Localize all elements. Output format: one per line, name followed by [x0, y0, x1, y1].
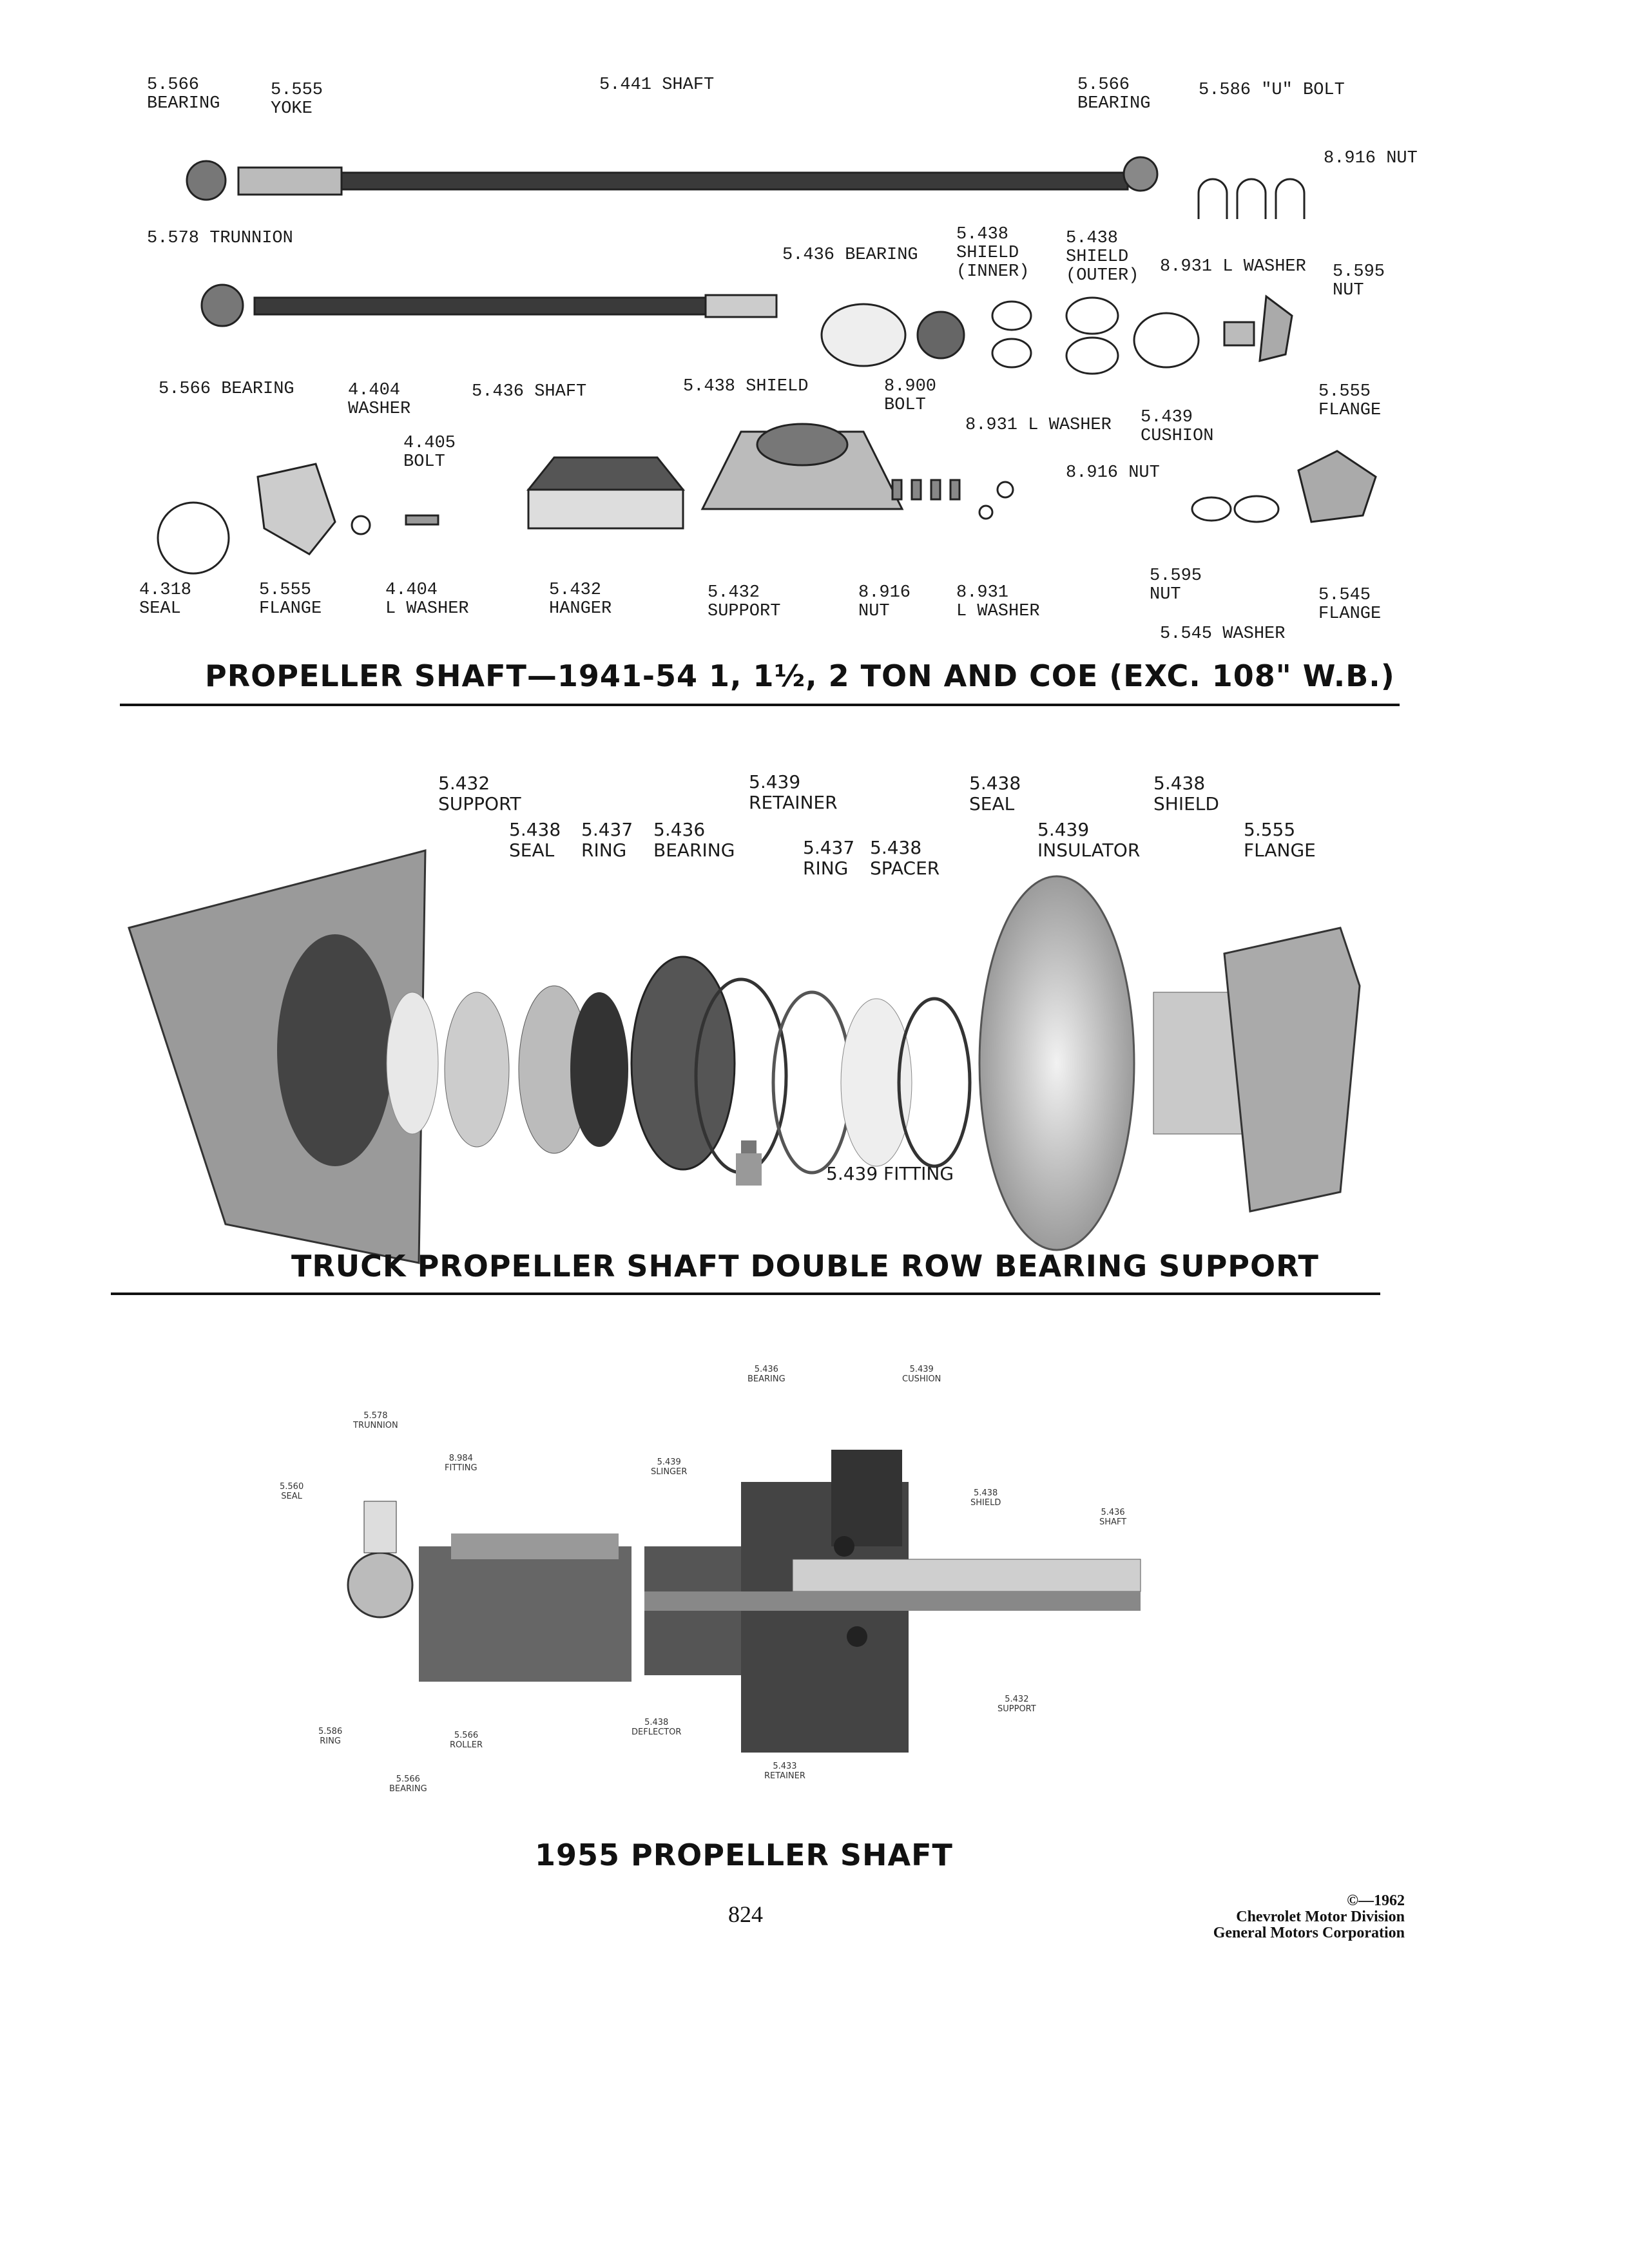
s1-label-shaft-436: 5.436 SHAFT	[472, 382, 587, 401]
s1-label-bearing-1: 5.566 BEARING	[147, 75, 220, 113]
s3-label-retainer: 5.433 RETAINER	[764, 1762, 805, 1781]
s1-label-flange-555-1: 5.555 FLANGE	[1318, 382, 1382, 420]
s1-label-washer-545: 5.545 WASHER	[1160, 624, 1286, 644]
s1-label-cushion: 5.439 CUSHION	[1141, 408, 1214, 446]
s1-label-l-washer-2: 8.931 L WASHER	[965, 416, 1112, 435]
s1-label-flange-545: 5.545 FLANGE	[1318, 586, 1382, 624]
s1-label-l-washer-404: 4.404 L WASHER	[385, 581, 469, 619]
s2-label-shield: 5.438 SHIELD	[1153, 773, 1219, 814]
copyright-notice: ©—1962 Chevrolet Motor Division General Motors Corporation	[1213, 1892, 1405, 1941]
s3-label-ring: 5.586 RING	[318, 1727, 343, 1746]
s2-label-flange: 5.555 FLANGE	[1244, 819, 1316, 861]
s1-label-l-washer-931: 8.931 L WASHER	[956, 583, 1040, 621]
s2-label-ring-2: 5.437 RING	[803, 837, 855, 879]
s1-title: PROPELLER SHAFT—1941-54 1, 1½, 2 TON AND COE (EXC. 108" W.B.)	[205, 658, 1395, 693]
s1-label-l-washer-1: 8.931 L WASHER	[1160, 257, 1306, 276]
1955-propeller-shaft-cutaway	[0, 1353, 1629, 1804]
s2-label-bearing: 5.436 BEARING	[653, 819, 735, 861]
s1-label-washer-404: 4.404 WASHER	[348, 381, 411, 419]
s3-title: 1955 PROPELLER SHAFT	[535, 1838, 953, 1872]
s2-label-spacer: 5.438 SPACER	[870, 837, 940, 879]
s2-label-insulator: 5.439 INSULATOR	[1037, 819, 1141, 861]
s1-label-seal-318: 4.318 SEAL	[139, 581, 192, 619]
s3-label-shaft: 5.436 SHAFT	[1099, 1508, 1127, 1527]
s1-label-nut-916-3: 8.916 NUT	[858, 583, 911, 621]
s3-label-slinger: 5.439 SLINGER	[651, 1457, 688, 1477]
s1-label-shield-outer: 5.438 SHIELD (OUTER)	[1066, 229, 1139, 285]
s3-label-fitting: 8.984 FITTING	[445, 1454, 477, 1473]
s1-label-bearing-2: 5.566 BEARING	[1077, 75, 1151, 113]
s1-label-bearing-436: 5.436 BEARING	[782, 245, 918, 265]
s1-label-bolt-405: 4.405 BOLT	[403, 434, 456, 472]
s1-label-nut-916-2: 8.916 NUT	[1066, 463, 1160, 483]
s1-label-yoke: 5.555 YOKE	[271, 81, 323, 119]
s2-label-ring-1: 5.437 RING	[581, 819, 633, 861]
s2-rule	[111, 1293, 1380, 1295]
s3-label-roller: 5.566 ROLLER	[450, 1731, 483, 1750]
s1-label-shaft-441: 5.441 SHAFT	[599, 75, 715, 95]
s1-label-trunnion: 5.578 TRUNNION	[147, 229, 293, 248]
s2-label-retainer: 5.439 RETAINER	[749, 771, 838, 813]
s3-label-trunnion: 5.578 TRUNNION	[353, 1411, 398, 1430]
s1-label-nut-595-2: 5.595 NUT	[1150, 566, 1202, 604]
s3-label-support: 5.432 SUPPORT	[998, 1695, 1036, 1714]
s1-label-flange-555-2: 5.555 FLANGE	[259, 581, 322, 619]
s1-label-hanger: 5.432 HANGER	[549, 581, 612, 619]
s1-label-nut-595-1: 5.595 NUT	[1333, 262, 1385, 300]
s1-rule	[120, 704, 1400, 706]
s1-label-u-bolt: 5.586 "U" BOLT	[1199, 81, 1345, 100]
s1-label-bearing-566: 5.566 BEARING	[159, 380, 294, 399]
s2-label-support: 5.432 SUPPORT	[438, 773, 521, 814]
s1-label-bolt-900: 8.900 BOLT	[884, 377, 937, 415]
s3-label-cushion: 5.439 CUSHION	[902, 1365, 941, 1384]
s1-label-nut-916: 8.916 NUT	[1324, 149, 1418, 168]
s3-label-bearing-566: 5.566 BEARING	[389, 1774, 427, 1794]
s2-title: TRUCK PROPELLER SHAFT DOUBLE ROW BEARING SUPPORT	[291, 1249, 1319, 1283]
s2-label-fitting: 5.439 FITTING	[826, 1163, 954, 1184]
s1-label-shield-inner: 5.438 SHIELD (INNER)	[956, 225, 1030, 282]
s1-label-shield-438: 5.438 SHIELD	[683, 377, 809, 396]
page-number: 824	[728, 1901, 763, 1927]
s3-label-shield: 5.438 SHIELD	[970, 1488, 1001, 1508]
s3-label-seal: 5.560 SEAL	[280, 1482, 304, 1501]
s3-label-bearing: 5.436 BEARING	[747, 1365, 786, 1384]
s1-label-support: 5.432 SUPPORT	[708, 583, 781, 621]
s2-label-seal: 5.438 SEAL	[509, 819, 561, 861]
s2-label-seal-top: 5.438 SEAL	[969, 773, 1021, 814]
propeller-shaft-exploded-drawing	[0, 0, 1629, 715]
s3-label-deflector: 5.438 DEFLECTOR	[631, 1718, 682, 1737]
